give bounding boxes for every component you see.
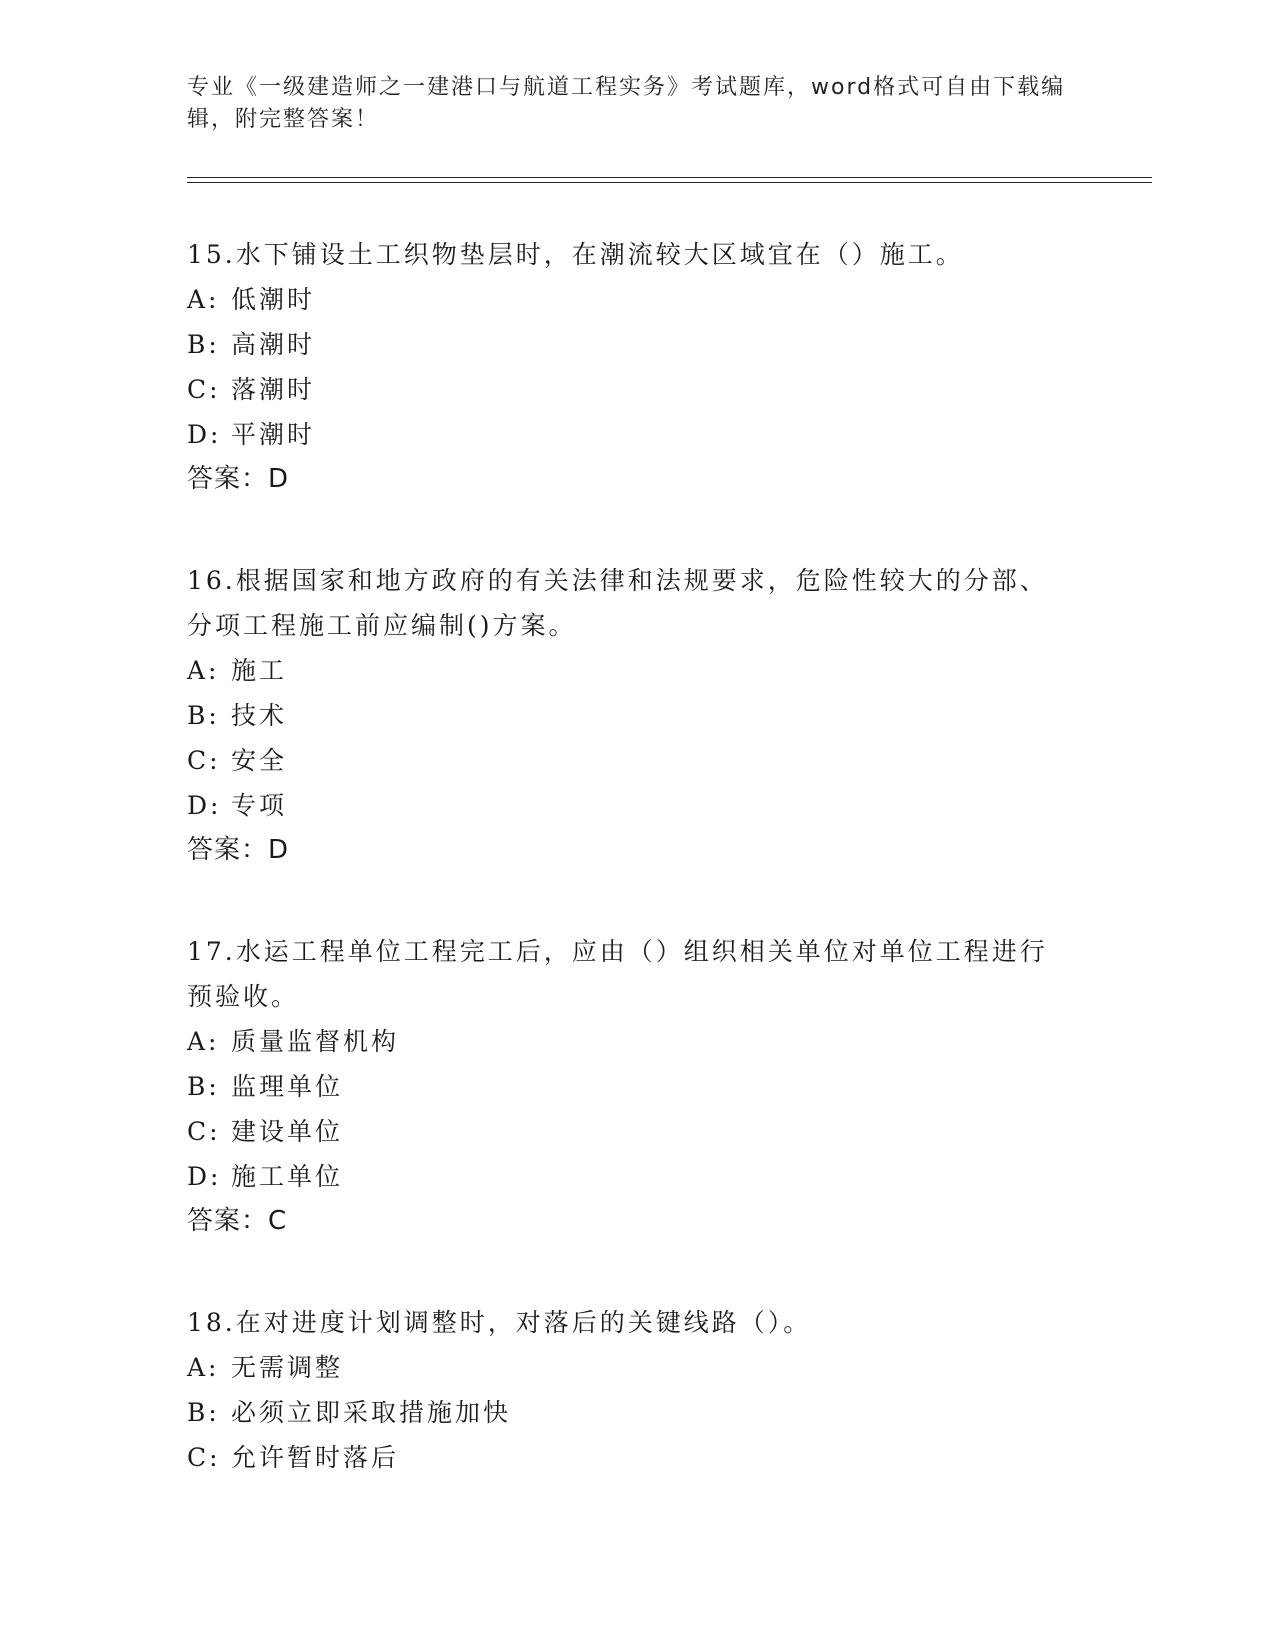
question-stem: 16.根据国家和地方政府的有关法律和法规要求，危险性较大的分部、分项工程施工前应编制()方案。 [187, 566, 1048, 640]
option-c [187, 738, 1087, 783]
option-letter: A: [187, 656, 220, 685]
option-letter: C: [187, 375, 221, 404]
option-b [187, 1390, 1087, 1435]
option-text: 专项 [231, 791, 288, 820]
option-text: 高潮时 [231, 330, 316, 359]
option-letter: A: [187, 1353, 220, 1382]
option-letter: C: [187, 1443, 221, 1472]
document-header: 专业《一级建造师之一建港口与航道工程实务》考试题库，word格式可自由下载编辑，附完整答案！ [187, 75, 1066, 132]
option-text: 建设单位 [231, 1117, 344, 1146]
option-text: 质量监督机构 [231, 1027, 400, 1056]
option-letter: B: [187, 1398, 220, 1427]
option-letter: C: [187, 1117, 221, 1146]
option-letter: B: [187, 330, 220, 359]
option-letter: D: [187, 420, 222, 449]
option-text: 低潮时 [231, 285, 316, 314]
answer-line: 答案：D [187, 835, 290, 865]
question-15 [187, 232, 1087, 502]
question-stem: 15.水下铺设土工织物垫层时，在潮流较大区域宜在（）施工。 [187, 240, 964, 269]
option-letter: B: [187, 1072, 220, 1101]
option-letter: A: [187, 285, 220, 314]
option-a [187, 277, 1087, 322]
answer-line: 答案：D [187, 464, 290, 494]
option-a [187, 1019, 1087, 1064]
option-b [187, 1064, 1087, 1109]
option-text: 无需调整 [231, 1353, 344, 1382]
answer-line: 答案：C [187, 1206, 288, 1236]
question-17 [187, 929, 1087, 1244]
header-divider-top [187, 177, 1152, 178]
option-text: 安全 [231, 746, 288, 775]
option-letter: D: [187, 791, 222, 820]
question-stem: 17.水运工程单位工程完工后，应由（）组织相关单位对单位工程进行预验收。 [187, 937, 1048, 1011]
question-stem: 18.在对进度计划调整时，对落后的关键线路（）。 [187, 1308, 812, 1337]
option-a [187, 1345, 1087, 1390]
option-text: 平潮时 [231, 420, 316, 449]
option-d [187, 1154, 1087, 1199]
option-text: 技术 [231, 701, 288, 730]
option-text: 施工单位 [231, 1162, 344, 1191]
option-c [187, 367, 1087, 412]
option-c [187, 1109, 1087, 1154]
option-text: 允许暂时落后 [231, 1443, 400, 1472]
header-divider-bottom [187, 182, 1152, 183]
option-b [187, 322, 1087, 367]
option-text: 落潮时 [231, 375, 316, 404]
option-c [187, 1435, 1087, 1480]
option-a [187, 648, 1087, 693]
option-text: 监理单位 [231, 1072, 344, 1101]
question-18 [187, 1300, 1087, 1480]
option-d [187, 783, 1087, 828]
question-16 [187, 558, 1087, 873]
option-letter: D: [187, 1162, 222, 1191]
option-text: 施工 [231, 656, 288, 685]
option-letter: A: [187, 1027, 220, 1056]
option-d [187, 412, 1087, 457]
option-letter: B: [187, 701, 220, 730]
option-b [187, 693, 1087, 738]
option-letter: C: [187, 746, 221, 775]
question-list [187, 232, 1087, 1536]
option-text: 必须立即采取措施加快 [231, 1398, 512, 1427]
